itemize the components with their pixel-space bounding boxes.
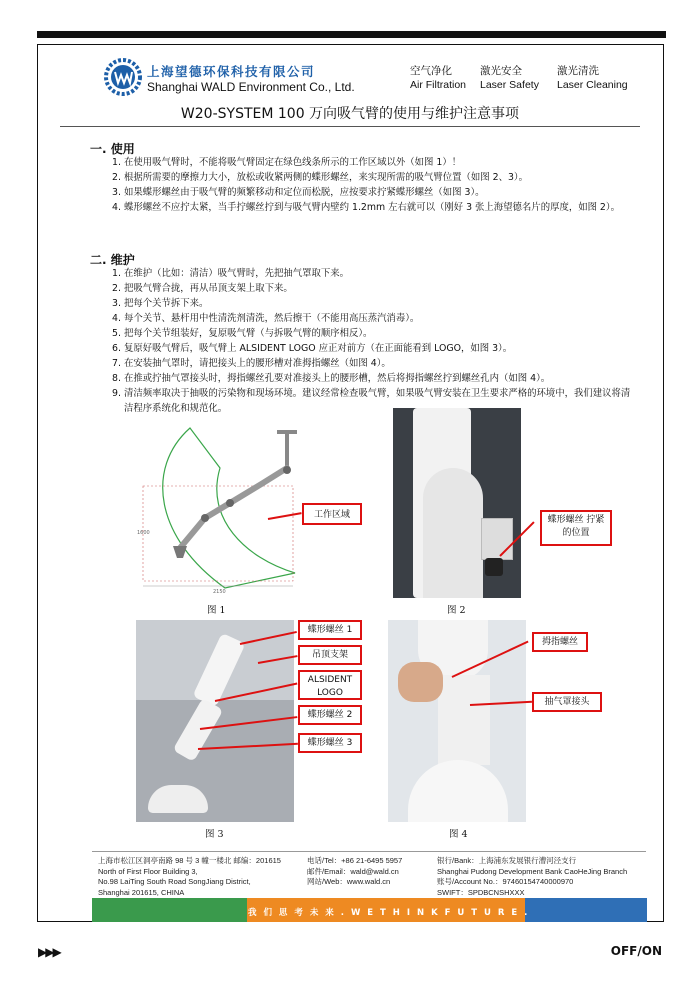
list-item [112, 170, 632, 185]
address-line: 上海市松江区洞亭南路 98 号 3 幢一楼北 邮编：201615 [98, 856, 281, 865]
footer-divider [92, 851, 646, 852]
name-card [481, 518, 513, 560]
slogan-text: 我 们 思 考 未 来 . W E T H I N K F U T U R E . [248, 908, 530, 918]
address-line: No.98 LaiTing South Road SongJiang District, [98, 877, 251, 886]
list-item [112, 266, 632, 281]
item-text: 根据所需要的摩擦力大小，放松或收紧两侧的蝶形螺丝，来实现所需的吸气臂位置（如图 2、3）。 [124, 172, 528, 183]
list-item [112, 155, 632, 170]
service-en: Air Filtration [410, 79, 467, 91]
item-text: 每个关节、悬杆用中性清洗剂清洗，然后擦干（不能用高压蒸汽消毒）。 [124, 313, 420, 324]
joint [226, 499, 234, 507]
item-number: 6. [112, 343, 121, 354]
bank-line: 银行/Bank：上海浦东发展银行漕河泾支行 [437, 856, 577, 865]
callout-ceiling-bracket: 吊顶支架 [298, 645, 362, 665]
document-title: W20-SYSTEM 100 万向吸气臂的使用与维护注意事项 [180, 106, 520, 122]
figure-4-caption: 图 4 [449, 829, 468, 840]
bank-line: SWIFT：SPDBCNSHXXX [437, 887, 525, 897]
company-name-cn: 上海望德环保科技有限公司 [147, 64, 316, 79]
list-item [112, 371, 632, 386]
item-number: 3. [112, 298, 121, 309]
contact-email: 邮件/Email：wald@wald.cn [307, 866, 399, 876]
item-text: 把吸气臂合拢，再从吊顶支架上取下来。 [124, 283, 293, 294]
item-text: 把每个关节拆下来。 [124, 298, 209, 309]
list-item [112, 356, 632, 371]
bank-line: 账号/Account No.：97460154740000970 [437, 877, 574, 886]
top-bar [37, 31, 666, 38]
maintenance-list [112, 266, 632, 416]
footer-address [98, 856, 281, 898]
callout-wing-screw-1: 蝶形螺丝 1 [298, 620, 362, 640]
item-text: 蝶形螺丝不应拧太紧，当手拧螺丝拧到与吸气臂内壁约 1.2mm 左右就可以（刚好 3 张上海望德名片的厚度，如图 2）。 [124, 202, 620, 213]
dimension-height: 1600 [137, 530, 150, 536]
item-text: 复原好吸气臂后，吸气臂上 ALSIDENT LOGO 应正对前方（在正面能看到 LOGO，如图 3）。 [124, 343, 513, 354]
section-maintenance-heading: 二. 维护 [90, 253, 135, 267]
item-number: 1. [112, 157, 121, 168]
dimension-width: 2150 [213, 589, 226, 595]
item-number: 3. [112, 187, 121, 198]
off-on-label: OFF/ON [610, 944, 662, 958]
figure-2-caption: 图 2 [447, 605, 466, 616]
figure-1-caption: 图 1 [207, 605, 226, 616]
service-cn: 激光安全 [480, 65, 522, 77]
hood [148, 785, 208, 813]
work-area-outline [163, 428, 295, 588]
use-list [112, 155, 632, 215]
page-arrows-icon: ▶▶▶ [38, 945, 60, 959]
service-en: Laser Cleaning [557, 79, 628, 91]
item-number: 2. [112, 283, 121, 294]
service-en: Laser Safety [480, 79, 539, 91]
company-name-en: Shanghai WALD Environment Co., Ltd. [147, 80, 355, 94]
figure-3-caption: 图 3 [205, 829, 224, 840]
service-laser-cleaning [557, 64, 628, 92]
item-number: 9. [112, 388, 121, 399]
arm-drawing [180, 468, 287, 548]
callout-wing-screw-3: 蝶形螺丝 3 [298, 733, 362, 753]
list-item [112, 281, 632, 296]
contact-tel: 电话/Tel：+86 21-6495 5957 [307, 856, 403, 865]
item-number: 2. [112, 172, 121, 183]
callout-thumb-screw: 拇指螺丝 [532, 632, 588, 652]
item-text: 在使用吸气臂时，不能将吸气臂固定在绿色线条所示的工作区域以外（如图 1）！ [124, 157, 462, 168]
list-item [112, 326, 632, 341]
service-air-filtration [410, 64, 466, 92]
item-number: 7. [112, 358, 121, 369]
figure-1-diagram [135, 408, 305, 598]
item-number: 5. [112, 328, 121, 339]
wing-screw [485, 558, 503, 576]
ceiling-plate [277, 430, 297, 434]
item-text: 把每个关节组装好，复原吸气臂（与拆吸气臂的顺序相反）。 [124, 328, 373, 339]
footer-bank [437, 856, 627, 898]
service-cn: 激光清洗 [557, 65, 599, 77]
hood-connector [438, 675, 490, 765]
hood [173, 546, 187, 558]
section-use-heading: 一. 使用 [90, 142, 135, 156]
item-number: 4. [112, 202, 121, 213]
hood-base [408, 760, 508, 822]
item-text: 在安装抽气罩时，请把接头上的腰形槽对准拇指螺丝（如图 4）。 [124, 358, 391, 369]
hand [398, 662, 443, 702]
callout-hood-connector: 抽气罩接头 [532, 692, 602, 712]
service-laser-safety [480, 64, 539, 92]
item-text: 在推或拧抽气罩接头时，拇指螺丝孔要对准接头上的腰形槽，然后将拇指螺丝拧到螺丝孔内（如图 4）。 [124, 373, 551, 384]
callout-work-area: 工作区域 [302, 503, 362, 525]
list-item [112, 200, 632, 215]
band-green [92, 898, 247, 922]
list-item [112, 185, 632, 200]
address-line: North of First Floor Building 3, [98, 866, 198, 876]
list-item [112, 296, 632, 311]
joint [283, 466, 291, 474]
callout-alsident-logo: ALSIDENT LOGO [298, 670, 362, 700]
item-number: 1. [112, 268, 121, 279]
company-logo-icon [104, 58, 142, 96]
bank-line: Shanghai Pudong Development Bank CaoHeJing Branch [437, 866, 628, 876]
figure-2-photo [393, 408, 521, 598]
callout-wing-screw-2: 蝶形螺丝 2 [298, 705, 362, 725]
service-cn: 空气净化 [410, 65, 452, 77]
item-text: 如果蝶形螺丝由于吸气臂的频繁移动和定位而松脱，应按要求拧紧蝶形螺丝（如图 3）。 [124, 187, 485, 198]
item-number: 8. [112, 373, 121, 384]
joint [201, 514, 209, 522]
list-item [112, 341, 632, 356]
item-text: 清洁频率取决于抽吸的污染物和现场环境。建议经常检查吸气臂，如果吸气臂安装在卫生要求严格的环境中，我们建议将清洁程序系统化和规范化。 [124, 388, 631, 414]
list-item [112, 311, 632, 326]
callout-wing-screw-tight: 蝶形螺丝 拧紧的位置 [540, 510, 612, 546]
item-number: 4. [112, 313, 121, 324]
address-line: Shanghai 201615, CHINA [98, 887, 185, 897]
ceiling-bracket [285, 433, 289, 468]
arm-joint [423, 468, 483, 598]
contact-web: 网站/Web：www.wald.cn [307, 877, 391, 886]
title-divider [60, 126, 640, 127]
item-text: 在维护（比如：清洁）吸气臂时，先把抽气罩取下来。 [124, 268, 350, 279]
footer-contact [307, 856, 402, 888]
band-blue [525, 898, 647, 922]
